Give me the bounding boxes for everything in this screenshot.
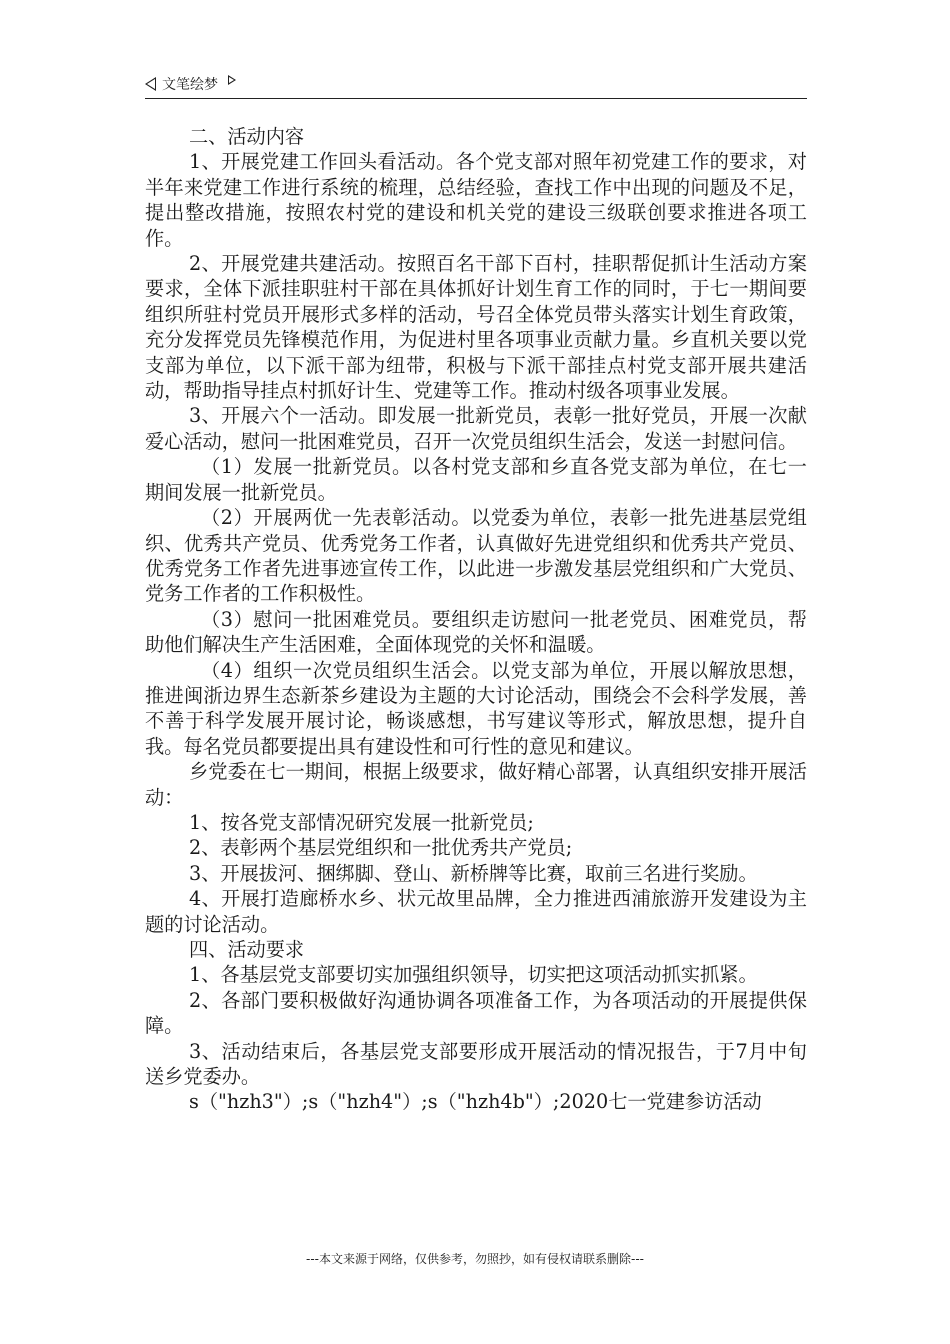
page-footer: ---本文来源于网络，仅供参考，勿照抄，如有侵权请联系删除--- <box>306 1252 644 1266</box>
paragraph: 2、开展党建共建活动。按照百名干部下百村，挂职帮促抓计生活动方案要求，全体下派挂职驻村干部在具体抓好计划生育工作的同时，于七一期间要组织所驻村党员开展形式多样的活动，号召全体党员带头落实计划生育政策，充分发挥党员先锋模范作用，为促进村里各项事业贡献力量。乡直机关要以党支部为单位，以下派干部为纽带，积极与下派干部挂点村党支部开展共建活动，帮助指导挂点村抓好计生、党建等工作。推动村级各项事业发展。 <box>145 252 807 403</box>
paragraph: 1、各基层党支部要切实加强组织领导，切实把这项活动抓实抓紧。 <box>189 963 758 987</box>
list-item: 1、按各党支部情况研究发展一批新党员; <box>189 810 534 834</box>
paragraph: 1、开展党建工作回头看活动。各个党支部对照年初党建工作的要求，对半年来党建工作进行系统的梳理，总结经验，查找工作中出现的问题及不足，提出整改措施，按照农村党的建设和机关党的建设三级联创要求推进各项工作。 <box>145 150 807 250</box>
paragraph: （4）组织一次党员组织生活会。以党支部为单位，开展以解放思想，推进闽浙边界生态新茶乡建设为主题的大讨论活动，围绕会不会科学发展，善不善于科学发展开展讨论，畅谈感想，书写建议等形式，解放思想，提升自我。每名党员都要提出具有建设性和可行性的意见和建议。 <box>145 658 807 758</box>
section-heading-activity-requirements: 四、活动要求 <box>189 938 305 961</box>
list-item: 3、开展拔河、捆绑脚、登山、新桥牌等比赛，取前三名进行奖励。 <box>189 861 758 885</box>
paragraph: 3、开展六个一活动。即发展一批新党员，表彰一批好党员，开展一次献爱心活动，慰问一批困难党员，召开一次党员组织生活会，发送一封慰问信。 <box>145 404 807 453</box>
paragraph: （2）开展两优一先表彰活动。以党委为单位，表彰一批先进基层党组织、优秀共产党员、优秀党务工作者，认真做好先进党组织和优秀共产党员、优秀党务工作者先进事迹宣传工作，以此进一步激发基层党组织和广大党员、党务工作者的工作积极性。 <box>145 506 807 606</box>
section-heading-activity-content: 二、活动内容 <box>189 125 305 148</box>
document-body <box>145 124 807 1115</box>
list-item: 4、开展打造廊桥水乡、状元故里品牌，全力推进西浦旅游开发建设为主题的讨论活动。 <box>145 887 807 936</box>
paragraph: 2、各部门要积极做好沟通协调各项准备工作，为各项活动的开展提供保障。 <box>145 988 807 1038</box>
list-item: 2、表彰两个基层党组织和一批优秀共产党员; <box>189 836 573 860</box>
paragraph: 乡党委在七一期间，根据上级要求，做好精心部署，认真组织安排开展活动： <box>145 760 807 809</box>
triangle-left-icon <box>145 77 156 91</box>
paragraph: 3、活动结束后，各基层党支部要形成开展活动的情况报告，于7月中旬送乡党委办。 <box>145 1039 807 1089</box>
paragraph: （3）慰问一批困难党员。要组织走访慰问一批老党员、困难党员，帮助他们解决生产生活困难，全面体现党的关怀和温暖。 <box>145 607 807 657</box>
paragraph: （1）发展一批新党员。以各村党支部和乡直各党支部为单位，在七一期间发展一批新党员。 <box>145 455 807 504</box>
page-header <box>145 72 807 99</box>
paragraph: s（"hzh3"）;s（"hzh4"）;s（"hzh4b"）;2020七一党建参访活动 <box>189 1090 762 1114</box>
brand-name: 文笔绘梦 <box>162 77 218 93</box>
triangle-right-icon <box>228 75 236 85</box>
header-brand <box>145 74 236 94</box>
